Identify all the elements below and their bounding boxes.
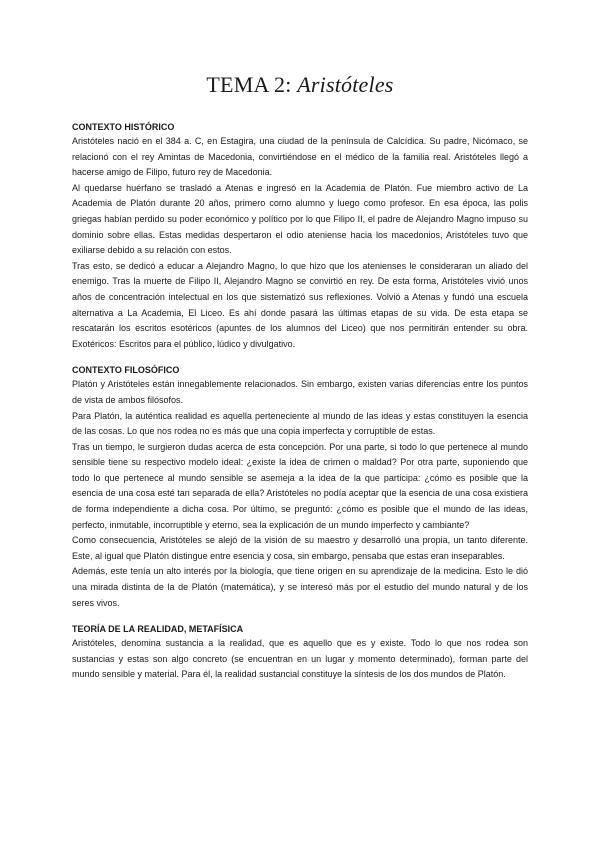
paragraph: Como consecuencia, Aristóteles se alejó de la visión de su maestro y desarrolló una propia, un tanto diferente. Este, al igual que Platón distingue entre esencia y cosa, sin embargo, pensaba que estas eran inseparables. xyxy=(72,535,528,561)
paragraph: Para Platón, la auténtica realidad es aquella perteneciente al mundo de las ideas y estas constituyen la esencia de las cosas. Lo que nos rodea no es más que una copia imperfecta y corruptible de estas. xyxy=(72,410,528,437)
paragraph: Además, este tenía un alto interés por la biología, que tiene origen en su aprendizaje de la medicina. Esto le dió una mirada distinta de la de Platón (matemática), y se interesó más por el estudio del mundo natural y de los seres vivos. xyxy=(72,566,528,608)
section-heading: CONTEXTO HISTÓRICO xyxy=(72,122,175,132)
paragraph: Tras esto, se dedicó a educar a Alejandro Magno, lo que hizo que los atenienses le consideraran un aliado del enemigo. Tras la muerte de Filipo II, Alejandro Magno se convirtió en rey. De esta forma, Aristóteles vivió unos años de concentración intelectual en los que sistematizó sus reflexiones. Volvió a Atenas y fundó una escuela alternativa a La Academia, El Liceo. Es ahí donde pasará las últimas etapas de su vida. De esta etapa se rescatarán los escritos esotéricos (apuntes de los alumnos del Liceo) que nos permitirán entender su obra. Exotéricos: Escritos para el público, lúdico y divulgativo. xyxy=(72,260,528,349)
section-philosophical-context xyxy=(72,365,528,611)
paragraph: Aristóteles nació en el 384 a. C, en Estagira, una ciudad de la península de Calcídica. Su padre, Nicómaco, se relacionó con el rey Amintas de Macedonia, convirtiéndose en el médico de la familia real. Aristóteles llegó a hacerse amigo de Filipo, futuro rey de Macedonia. xyxy=(72,136,528,178)
paragraph: Aristóteles, denomina sustancia a la realidad, que es aquello que es y existe. Todo lo que nos rodea son sustancias y estas son algo concreto (se encuentran en un lugar y momento determinado), forman parte del mundo sensible y material. Para él, la realidad sustancial constituye la síntesis de los dos mundos de Platón. xyxy=(72,638,528,680)
title-main: TEMA 2: xyxy=(206,72,298,97)
title-italic: Aristóteles xyxy=(297,72,394,97)
section-theory-of-reality xyxy=(72,624,528,683)
section-heading: CONTEXTO FILOSÓFICO xyxy=(72,365,180,376)
page-title xyxy=(72,72,528,98)
paragraph: Tras un tiempo, le surgieron dudas acerca de esta concepción. Por una parte, si todo lo que pertenece al mundo sensible tiene su respectivo modelo ideal: ¿existe la idea de crimen o maldad? Por otra parte, suponiendo que todo lo que pertenece al mundo sensible se asemeja a la idea de la que participa: ¿cómo es posible que la esencia de una cosa esté tan separada de ella? Aristóteles no podía aceptar que la esencia de una cosa existiera de forma independiente a dicha cosa. Por último, se preguntó: ¿cómo es posible que el mundo de las ideas, perfecto, inmutable, incorruptible y eterno, sea la explicación de un mundo imperfecto y cambiante? xyxy=(72,441,528,530)
paragraph: Platón y Aristóteles están innegablemente relacionados. Sin embargo, existen varias diferencias entre los puntos de vista de ambos filósofos. xyxy=(72,379,528,405)
section-heading: TEORÍA DE LA REALIDAD, METAFÍSICA xyxy=(72,624,244,635)
section-historical-context xyxy=(72,122,528,352)
paragraph: Al quedarse huérfano se trasladó a Atenas e ingresó en la Academia de Platón. Fue miembro activo de La Academia de Platón durante 20 años, primero como alumno y luego como profesor. En esa época, las polis griegas habían perdido su poder económico y político por lo que Filipo II, el padre de Alejandro Magno impuso su dominio sobre ellas. Estas medidas despertaron el odio ateniense hacia los macedonios, Aristóteles tuvo que exiliarse debido a su relación con estos. xyxy=(72,182,528,256)
